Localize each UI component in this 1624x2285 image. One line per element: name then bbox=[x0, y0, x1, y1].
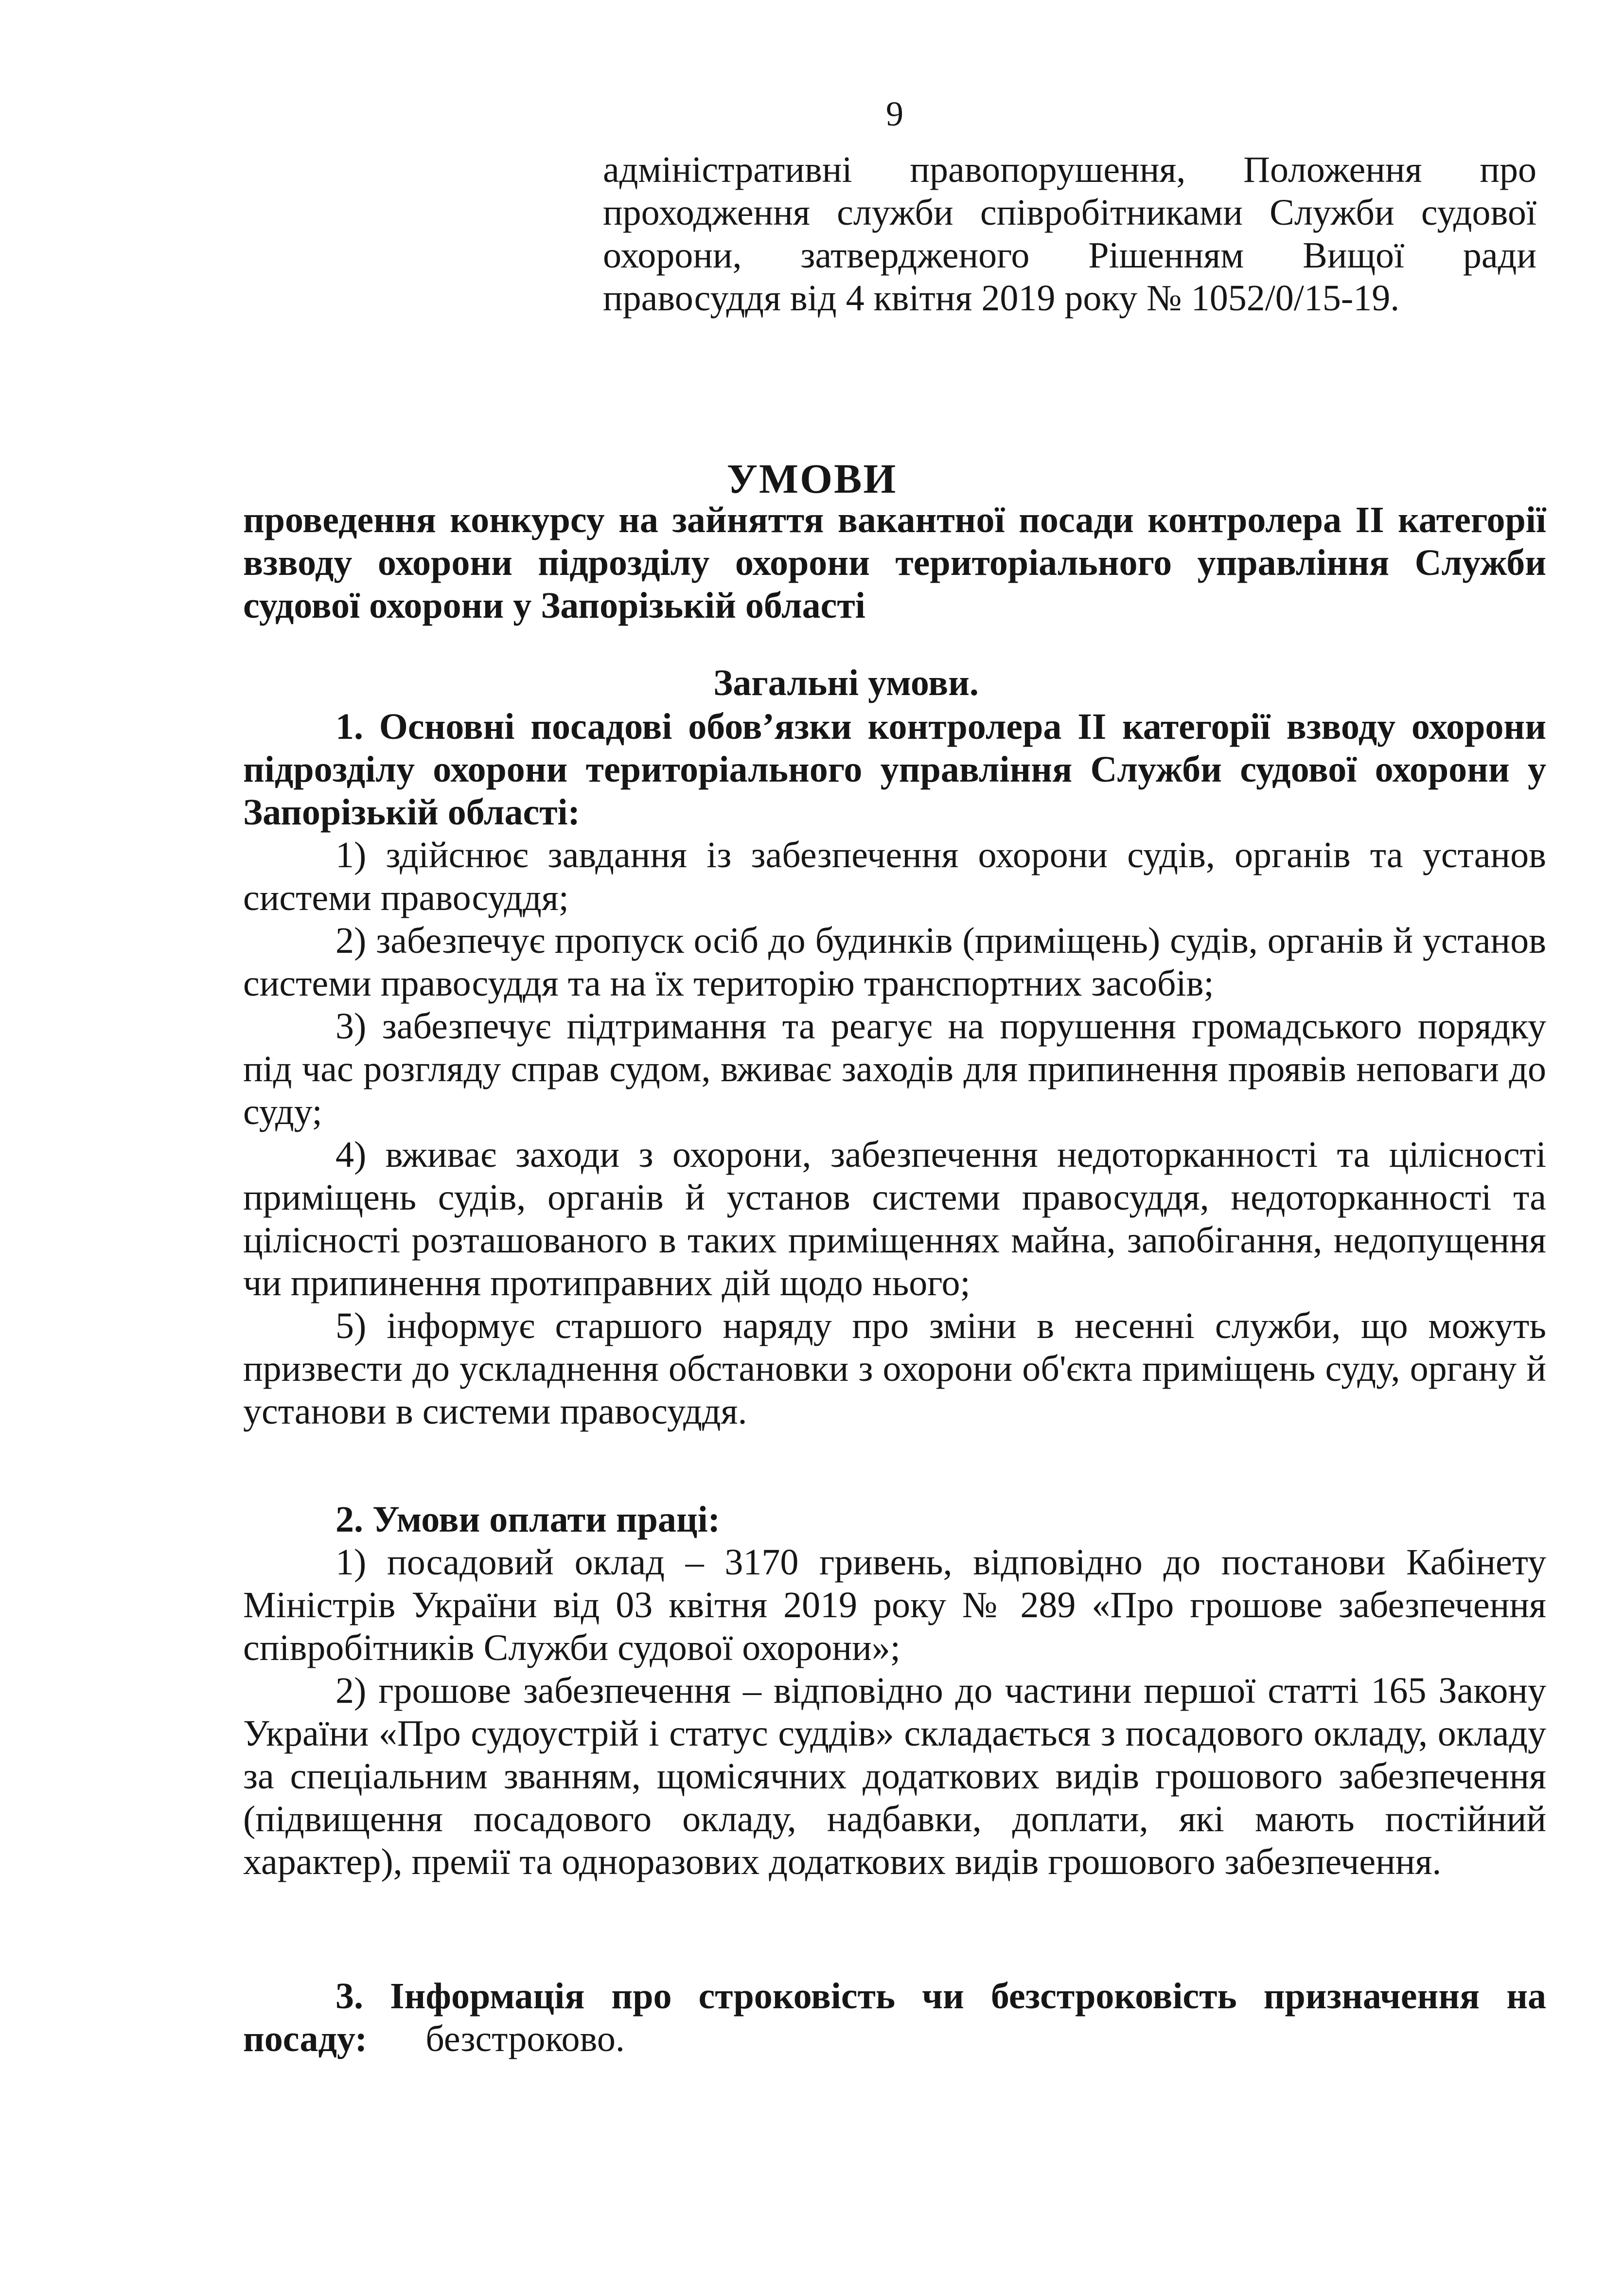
pay-item-2: 2) грошове забезпечення – відповідно до частини першої статті 165 Закону України «Про судоустрій і статус суддів» складається з посадового окладу, окладу за спеціальним званням, щомісячних додаткових видів грошового забезпечення (підвищення посадового окладу, надбавки, доплати, які мають постійний характер), премії та одноразових додаткових видів грошового забезпечення. bbox=[243, 1670, 1546, 1882]
section-3-heading: 3. Інформація про строковість чи безстроковість призначення на bbox=[335, 1976, 1546, 2017]
section-2 bbox=[243, 1541, 1546, 1883]
intro-line: адміністративні правопорушення, Положення про bbox=[603, 149, 1536, 190]
pay-item-1: 1) посадовий оклад – 3170 гривень, відповідно до постанови Кабінету Міністрів України від 03 квітня 2019 року № 289 «Про грошове забезпечення співробітників Служби судової охорони»; bbox=[243, 1542, 1546, 1668]
section-1-heading-line: 1. Основні посадові обов’язки контролера ІІ категорії взводу охорони bbox=[335, 706, 1546, 747]
section-3-term-label: посаду: bbox=[243, 2018, 368, 2059]
section-1 bbox=[243, 705, 1546, 1433]
intro-line: проходження служби співробітниками Служби судової bbox=[603, 192, 1536, 233]
duty-item-3: 3) забезпечує підтримання та реагує на порушення громадського порядку під час розгляду справ судом, вживає заходів для припинення проявів неповаги до суду; bbox=[243, 1006, 1546, 1132]
subtitle-line: судової охорони у Запорізькій області bbox=[243, 585, 865, 626]
section-3-term-value: безстроково. bbox=[425, 2018, 625, 2059]
document-title: УМОВИ bbox=[726, 455, 898, 502]
intro-paragraph-tail bbox=[603, 148, 1536, 320]
subtitle-line: взводу охорони підрозділу охорони територіального управління Служби bbox=[243, 542, 1546, 583]
duty-item-4: 4) вживає заходи з охорони, забезпечення недоторканності та цілісності приміщень судів, органів й установ системи правосуддя, недоторканності та цілісності розташованого в таких приміщеннях майна, запобігання, недопущення чи припинення протиправних дій щодо нього; bbox=[243, 1134, 1546, 1303]
subtitle-line: проведення конкурсу на зайняття вакантної посади контролера ІІ категорії bbox=[243, 500, 1546, 540]
page-number: 9 bbox=[886, 94, 903, 133]
intro-line: правосуддя від 4 квітня 2019 року № 1052/0/15-19. bbox=[603, 278, 1400, 319]
section-3-term-line bbox=[243, 2017, 1546, 2060]
general-conditions-heading: Загальні умови. bbox=[713, 662, 979, 703]
duty-item-1: 1) здійснює завдання із забезпечення охорони судів, органів та установ системи правосуддя; bbox=[243, 835, 1546, 918]
section-1-heading-line: Запорізькій області: bbox=[243, 792, 580, 833]
duty-item-5: 5) інформує старшого наряду про зміни в несенні служби, що можуть призвести до ускладнення обстановки з охорони об'єкта приміщень суду, органу й установи в системи правосуддя. bbox=[243, 1305, 1546, 1432]
section-3 bbox=[243, 1975, 1546, 2060]
section-1-heading bbox=[243, 705, 1546, 834]
duty-item-2: 2) забезпечує пропуск осіб до будинків (приміщень) судів, органів й установ системи правосуддя та на їх територію транспортних засобів; bbox=[243, 920, 1546, 1004]
section-1-heading-line: підрозділу охорони територіального управління Служби судової охорони у bbox=[243, 749, 1546, 790]
document-subtitle bbox=[243, 499, 1546, 627]
intro-line: охорони, затвердженого Рішенням Вищої ради bbox=[603, 235, 1536, 276]
section-2-heading: 2. Умови оплати праці: bbox=[335, 1499, 721, 1540]
